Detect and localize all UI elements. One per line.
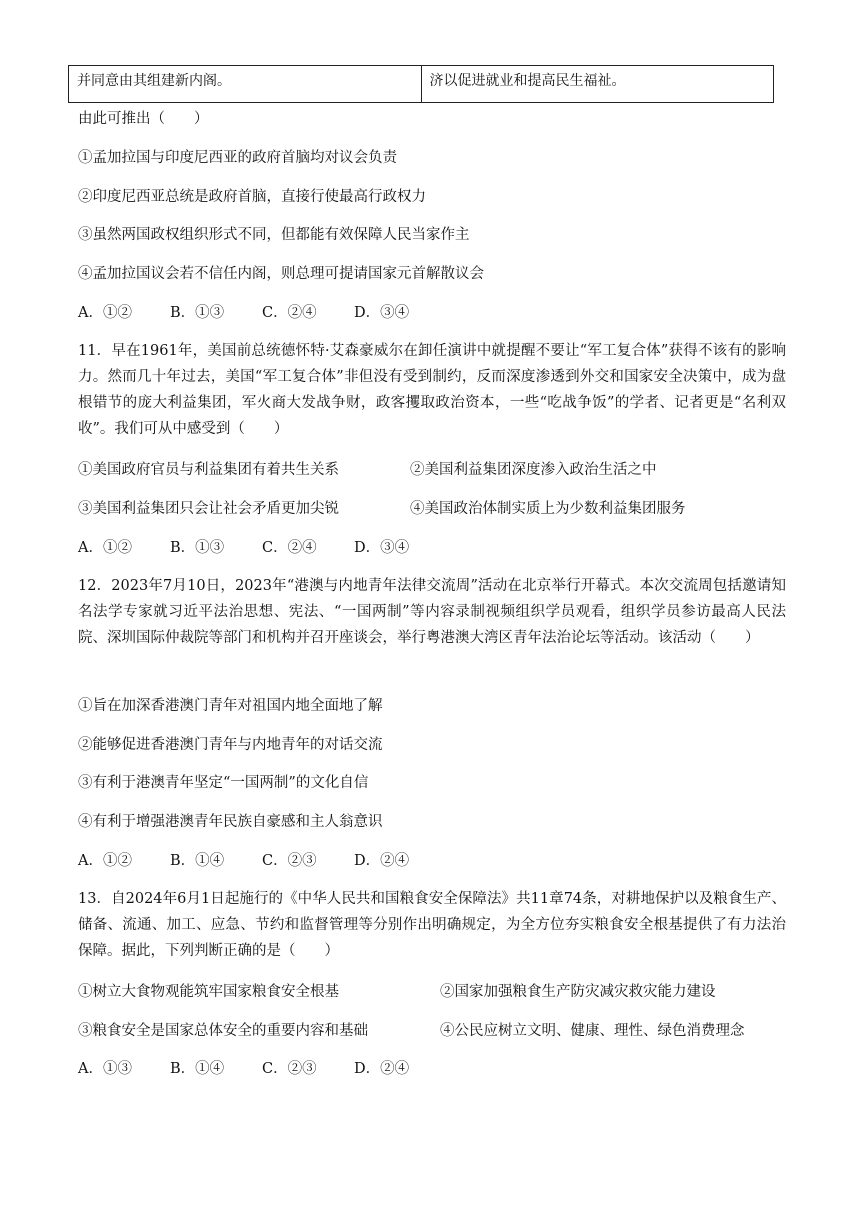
q11-options-row-2 xyxy=(78,499,778,519)
q13-option-1: ①树立大食物观能筑牢国家粮食安全根基 xyxy=(78,984,339,1000)
q10-option-1: ①孟加拉国与印度尼西亚的政府首脑均对议会负责 xyxy=(78,150,397,166)
q10-option-4: ④孟加拉国议会若不信任内阁，则总理可提请国家元首解散议会 xyxy=(78,266,484,282)
table-row xyxy=(69,66,774,103)
q12-choices xyxy=(78,851,409,871)
q13-choice-d: D．②④ xyxy=(354,1061,410,1077)
q12-option-4: ④有利于增强港澳青年民族自豪感和主人翁意识 xyxy=(78,814,383,830)
q11-stem: 11．早在1961年，美国前总统德怀特·艾森豪威尔在卸任演讲中就提醒不要让“军工复合体”获得不该有的影响力。然而几十年过去，美国“军工复合体”非但没有受到制约，反而深度渗透到外交和国家安全决策中，成为盘根错节的庞大利益集团，军火商大发战争财，政客攫取政治资本，一些“吃战争饭”的学者、记者更是“名利双收”。我们可从中感受到（ ） xyxy=(78,343,786,437)
q12-choice-b: B．①④ xyxy=(170,853,225,869)
q13-choices xyxy=(78,1059,409,1079)
continuation-table xyxy=(68,65,774,103)
q12-choice-c: C．②③ xyxy=(262,853,317,869)
table-cell-left: 并同意由其组建新内阁。 xyxy=(69,66,422,103)
q12-stem: 12．2023年7月10日，2023年“港澳与内地青年法律交流周”活动在北京举行开幕式。本次交流周包括邀请知名法学专家就习近平法治思想、宪法、“一国两制”等内容录制视频组织学员观看，组织学员参访最高人民法院、深圳国际仲裁院等部门和机构并召开座谈会，举行粤港澳大湾区青年法治论坛等活动。该活动（ ） xyxy=(78,578,786,646)
q10-choice-b: B．①③ xyxy=(170,305,225,321)
q13-option-3: ③粮食安全是国家总体安全的重要内容和基础 xyxy=(78,1023,368,1039)
q11-choice-c: C．②④ xyxy=(262,540,317,556)
q12-option-3: ③有利于港澳青年坚定“一国两制”的文化自信 xyxy=(78,775,369,791)
q10-option-2: ②印度尼西亚总统是政府首脑，直接行使最高行政权力 xyxy=(78,189,426,205)
q12-choice-d: D．②④ xyxy=(354,853,410,869)
q11-option-1: ①美国政府官员与利益集团有着共生关系 xyxy=(78,462,339,478)
q11-option-3: ③美国利益集团只会让社会矛盾更加尖锐 xyxy=(78,501,339,517)
q10-choices xyxy=(78,303,409,323)
q13-option-4: ④公民应树立文明、健康、理性、绿色消费理念 xyxy=(440,1023,745,1039)
q13-stem: 13．自2024年6月1日起施行的《中华人民共和国粮食安全保障法》共11章74条，对耕地保护以及粮食生产、储备、流通、加工、应急、节约和监督管理等分别作出明确规定，为全方位夯实粮食安全根基提供了有力法治保障。据此，下列判断正确的是（ ） xyxy=(78,891,786,959)
q11-option-2: ②美国利益集团深度渗入政治生活之中 xyxy=(410,462,657,478)
q10-choice-c: C．②④ xyxy=(262,305,317,321)
q11-choice-b: B．①③ xyxy=(170,540,225,556)
q11-choice-d: D．③④ xyxy=(354,540,410,556)
table-cell-right: 济以促进就业和提高民生福祉。 xyxy=(421,66,774,103)
q11-options-row-1 xyxy=(78,460,778,480)
q10-choice-a: A．①② xyxy=(78,305,132,321)
q11-choices xyxy=(78,538,409,558)
q12-option-1: ①旨在加深香港澳门青年对祖国内地全面地了解 xyxy=(78,698,383,714)
q13-options-row-2 xyxy=(78,1021,778,1041)
q13-choice-b: B．①④ xyxy=(170,1061,225,1077)
q13-options-row-1 xyxy=(78,982,778,1002)
q12-choice-a: A．①② xyxy=(78,853,132,869)
q11-choice-a: A．①② xyxy=(78,540,132,556)
q10-choice-d: D．③④ xyxy=(354,305,410,321)
q12-option-2: ②能够促进香港澳门青年与内地青年的对话交流 xyxy=(78,737,383,753)
q11-option-4: ④美国政治体制实质上为少数利益集团服务 xyxy=(410,501,686,517)
q10-lead: 由此可推出（ ） xyxy=(78,111,209,127)
q13-choice-c: C．②③ xyxy=(262,1061,317,1077)
q13-choice-a: A．①③ xyxy=(78,1061,132,1077)
q13-option-2: ②国家加强粮食生产防灾减灾救灾能力建设 xyxy=(440,984,716,1000)
q10-option-3: ③虽然两国政权组织形式不同，但都能有效保障人民当家作主 xyxy=(78,227,470,243)
